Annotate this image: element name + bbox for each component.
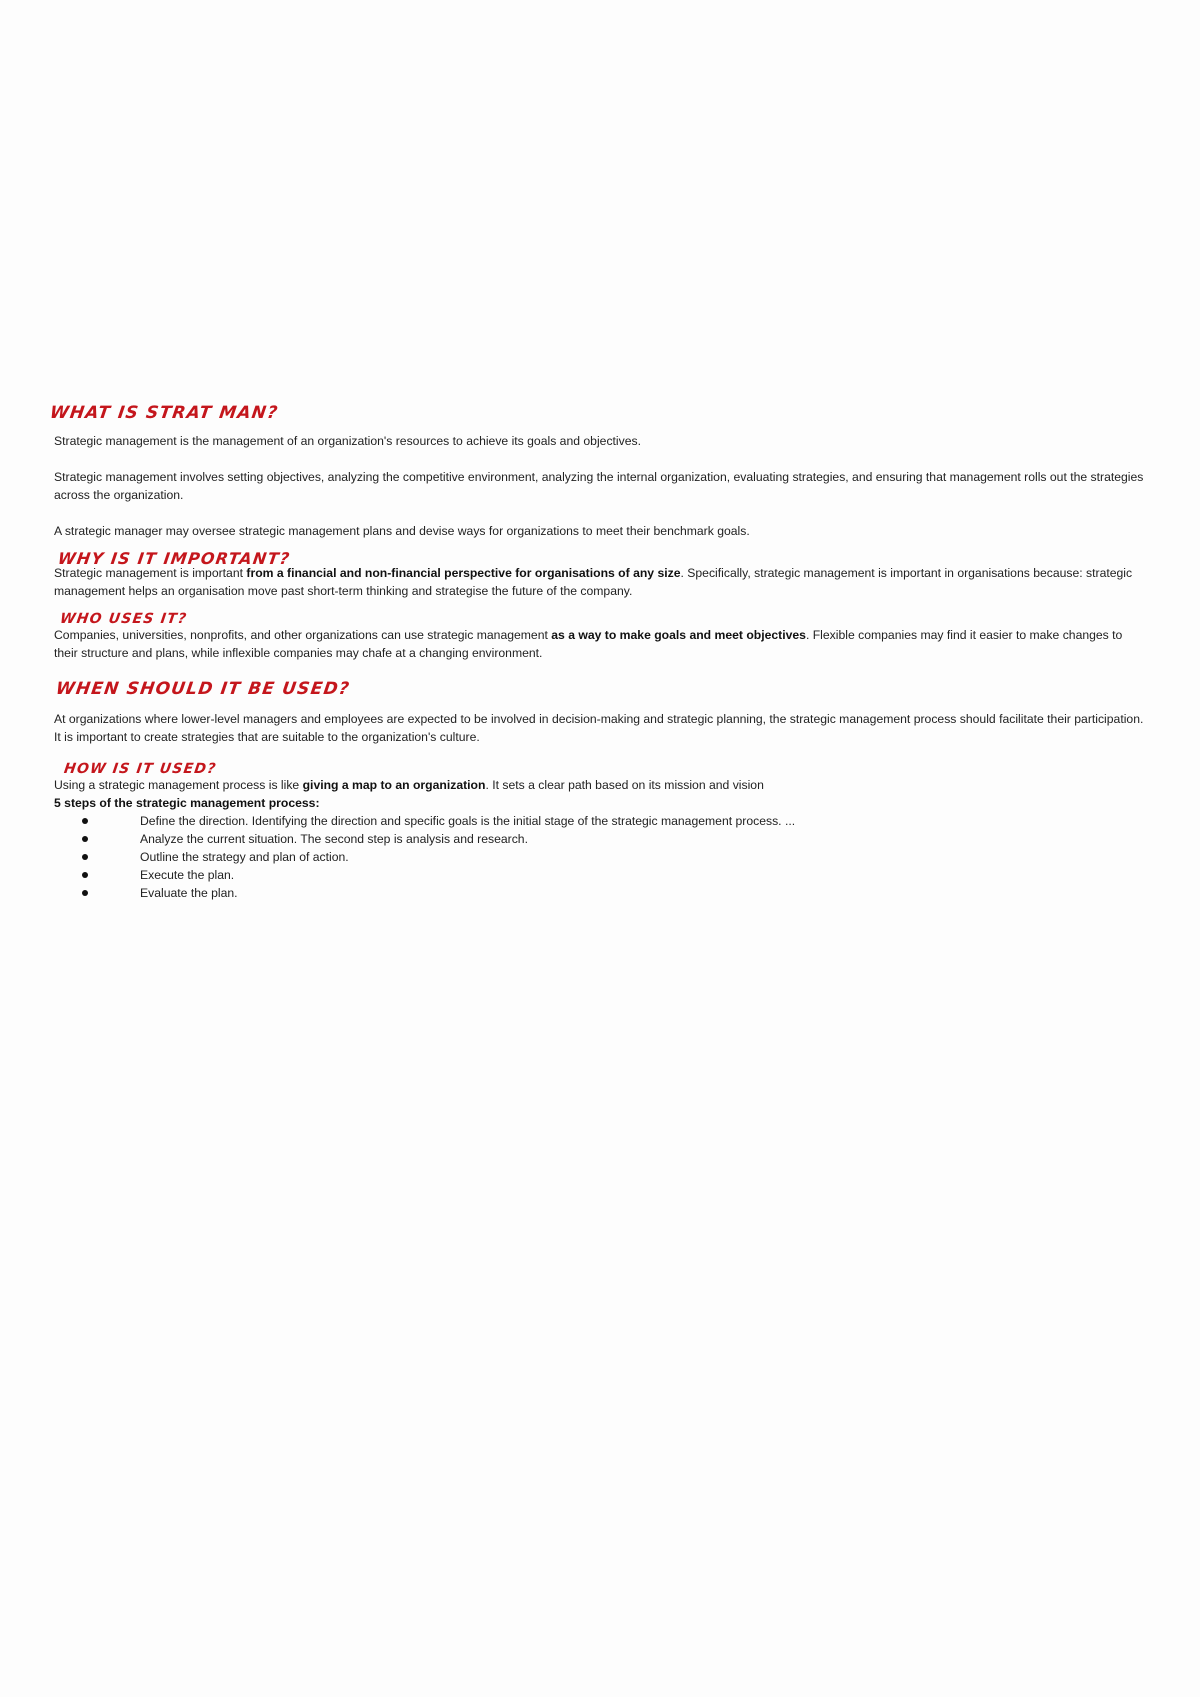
list-item — [54, 848, 1146, 866]
step-text: Define the direction. Identifying the direction and specific goals is the initial stage of the strategic management process. ... — [140, 814, 796, 828]
paragraph-importance-bold: from a financial and non-financial perspective for organisations of any size — [246, 566, 681, 580]
list-item — [54, 830, 1146, 848]
document-content — [48, 403, 1146, 902]
bullet-icon — [82, 872, 88, 878]
heading-who-uses-it: WHO USES IT? — [58, 611, 189, 627]
steps-title: 5 steps of the strategic management process: — [54, 796, 320, 810]
paragraph-definition: Strategic management is the management of an organization's resources to achieve its goals and objectives. — [54, 434, 641, 448]
heading-why-is-it-important: WHY IS IT IMPORTANT? — [56, 549, 292, 568]
step-text: Outline the strategy and plan of action. — [140, 850, 349, 864]
list-item — [54, 812, 1146, 830]
list-item — [54, 866, 1146, 884]
paragraph-who-uses-bold: as a way to make goals and meet objectives — [551, 628, 806, 642]
bullet-icon — [82, 890, 88, 896]
heading-how-is-it-used: HOW IS IT USED? — [62, 761, 218, 777]
paragraph-how-used-post: . It sets a clear path based on its mission and vision — [485, 778, 764, 792]
heading-when-should-it-be-used: WHEN SHOULD IT BE USED? — [54, 679, 352, 699]
paragraph-when-used: At organizations where lower-level managers and employees are expected to be involved in decision-making and strategic planning, the strategic management process should facilitate their participation. It is important to create strategies that are suitable to the organization's culture. — [54, 712, 1144, 744]
bullet-icon — [82, 836, 88, 842]
paragraph-who-uses-pre: Companies, universities, nonprofits, and other organizations can use strategic management — [54, 628, 552, 642]
paragraph-importance-post: . Specifically, strategic management is important in organisations because: strategic management helps an organisation move past short-term thinking and strategise the future of the company. — [54, 566, 1133, 598]
paragraph-importance-pre: Strategic management is important — [54, 566, 247, 580]
step-text: Execute the plan. — [140, 868, 235, 882]
step-text: Analyze the current situation. The second step is analysis and research. — [140, 832, 528, 846]
list-item — [54, 884, 1146, 902]
steps-list — [54, 812, 1146, 902]
bullet-icon — [82, 854, 88, 860]
paragraph-how-used-pre: Using a strategic management process is like — [54, 778, 303, 792]
paragraph-how-used-bold: giving a map to an organization — [302, 778, 486, 792]
paragraph-strategic-manager: A strategic manager may oversee strategic management plans and devise ways for organizations to meet their benchmark goals. — [54, 524, 750, 538]
step-text: Evaluate the plan. — [140, 886, 238, 900]
heading-what-is-strat-man: WHAT IS STRAT MAN? — [48, 403, 280, 423]
paragraph-who-uses — [54, 626, 1146, 662]
paragraph-involves: Strategic management involves setting objectives, analyzing the competitive environment, analyzing the internal organization, evaluating strategies, and ensuring that management rolls out the strategies across the organization. — [54, 470, 1144, 502]
bullet-icon — [82, 818, 88, 824]
paragraph-who-uses-post: . Flexible companies may find it easier to make changes to their structure and plans, while inflexible companies may chafe at a changing environment. — [54, 628, 1123, 660]
